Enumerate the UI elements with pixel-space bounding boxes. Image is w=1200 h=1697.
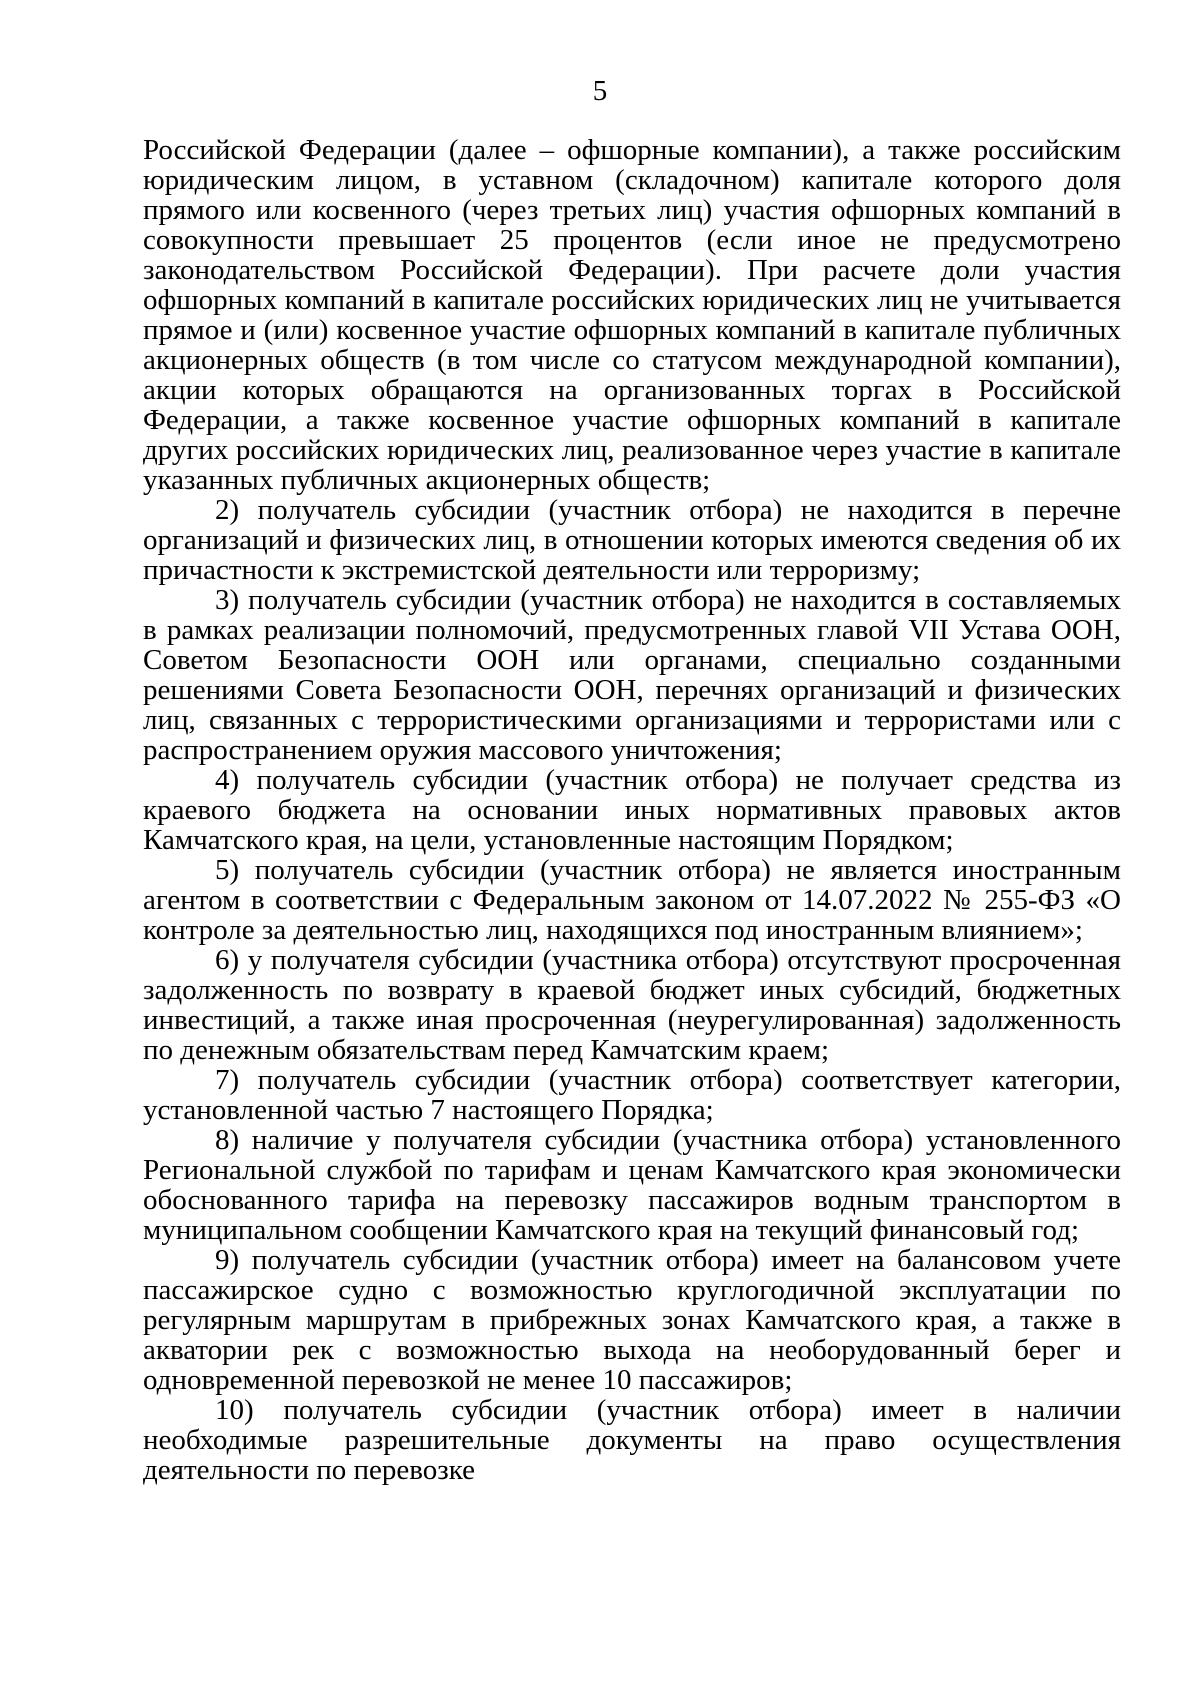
paragraph-item-4: 4) получатель субсидии (участник отбора) не получает средства из краевого бюджета на основании иных нормативных правовых актов Камчатского края, на цели, установленные настоящим Порядком; xyxy=(143,764,1121,856)
paragraph-offshore-continuation: Российской Федерации (далее – офшорные компании), а также российским юридическим лицом, в уставном (складочном) капитале которого доля прямого или косвенного (через третьих лиц) участия офшорных компаний в совокупности превышает 25 процентов (если иное не предусмотрено законодательством Российской Федерации). При расчете доли участия офшорных компаний в капитале российских юридических лиц не учитывается прямое и (или) косвенное участие офшорных компаний в капитале публичных акционерных обществ (в том числе со статусом международной компании), акции которых обращаются на организованных торгах в Российской Федерации, а также косвенное участие офшорных компаний в капитале других российских юридических лиц, реализованное через участие в капитале указанных публичных акционерных обществ; xyxy=(143,134,1121,496)
document-body xyxy=(143,135,1121,1485)
paragraph-item-7: 7) получатель субсидии (участник отбора) соответствует категории, установленной частью 7 настоящего Порядка; xyxy=(143,1064,1121,1126)
paragraph-item-8: 8) наличие у получателя субсидии (участника отбора) установленного Региональной службой по тарифам и ценам Камчатского края экономически обоснованного тарифа на перевозку пассажиров водным транспортом в муниципальном сообщении Камчатского края на текущий финансовый год; xyxy=(143,1124,1121,1246)
paragraph-item-9: 9) получатель субсидии (участник отбора) имеет на балансовом учете пассажирское судно с возможностью круглогодичной эксплуатации по регулярным маршрутам в прибрежных зонах Камчатского края, а также в акватории рек с возможностью выхода на необорудованный берег и одновременной перевозкой не менее 10 пассажиров; xyxy=(143,1244,1121,1396)
page-number: 5 xyxy=(592,75,608,107)
paragraph-item-5: 5) получатель субсидии (участник отбора) не является иностранным агентом в соответствии с Федеральным законом от 14.07.2022 № 255-ФЗ «О контроле за деятельностью лиц, находящихся под иностранным влиянием»; xyxy=(143,854,1121,946)
paragraph-item-6: 6) у получателя субсидии (участника отбора) отсутствуют просроченная задолженность по возврату в краевой бюджет иных субсидий, бюджетных инвестиций, а также иная просроченная (неурегулированная) задолженность по денежным обязательствам перед Камчатским краем; xyxy=(143,944,1121,1066)
paragraph-item-10: 10) получатель субсидии (участник отбора) имеет в наличии необходимые разрешительные документы на право осуществления деятельности по перевозке xyxy=(143,1394,1121,1486)
paragraph-item-2: 2) получатель субсидии (участник отбора) не находится в перечне организаций и физических лиц, в отношении которых имеются сведения об их причастности к экстремистской деятельности или терроризму; xyxy=(143,494,1121,586)
paragraph-item-3: 3) получатель субсидии (участник отбора) не находится в составляемых в рамках реализации полномочий, предусмотренных главой VII Устава ООН, Советом Безопасности ООН или органами, специально созданными решениями Совета Безопасности ООН, перечнях организаций и физических лиц, связанных с террористическими организациями и террористами или с распространением оружия массового уничтожения; xyxy=(143,584,1121,766)
